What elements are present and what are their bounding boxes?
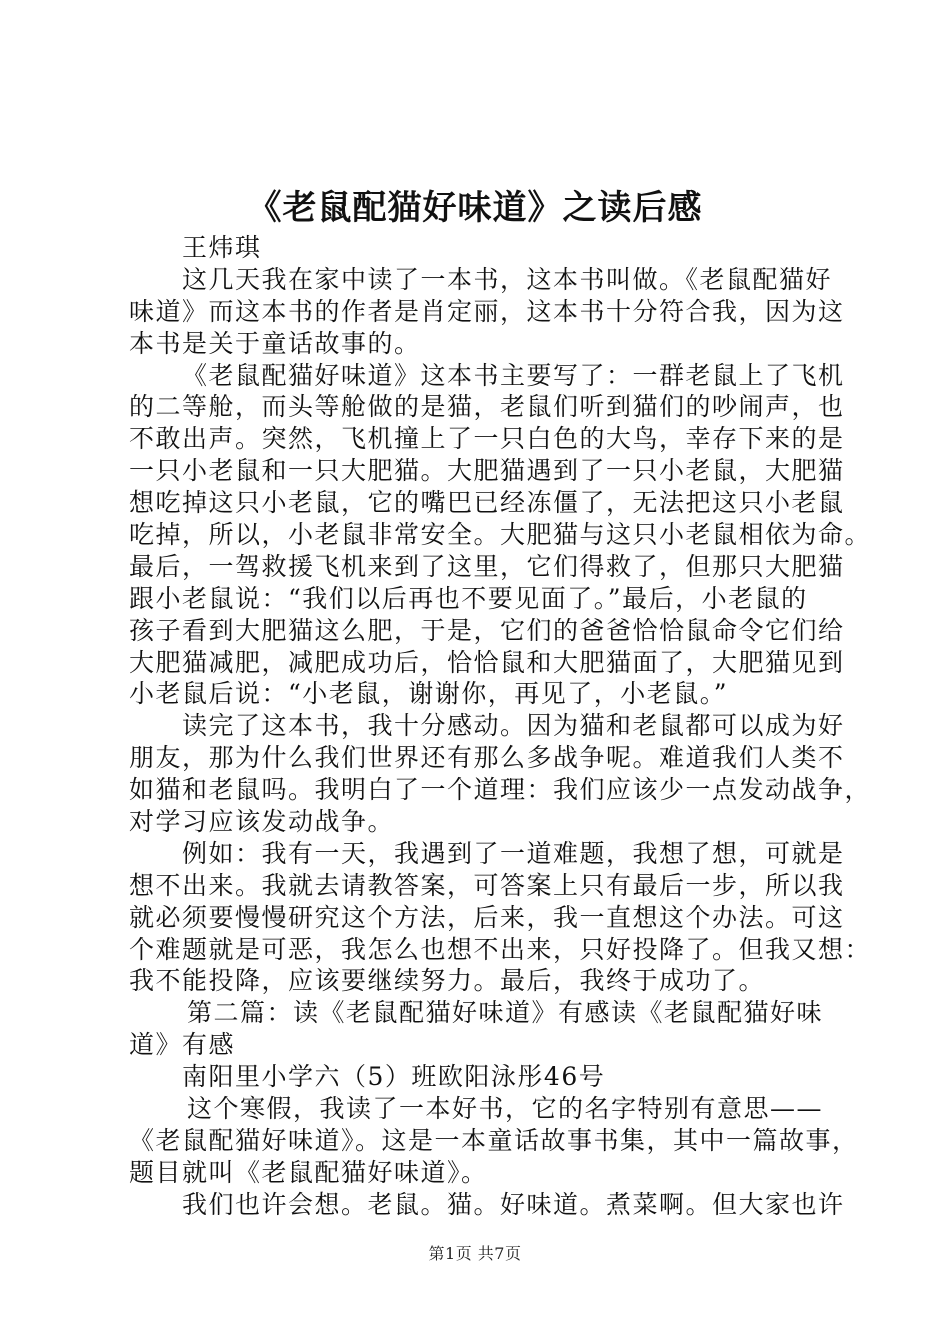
text-line: 想吃掉这只小老鼠，它的嘴巴已经冻僵了，无法把这只小老鼠 [129, 488, 845, 518]
author-line: 南阳里小学六（5）班欧阳泳彤46号 [182, 1062, 606, 1092]
text-line: 这几天我在家中读了一本书，这本书叫做。《老鼠配猫好 [182, 264, 833, 294]
text-line: 我们也许会想。老鼠。猫。好味道。煮菜啊。但大家也许 [182, 1189, 845, 1219]
text-line: 不敢出声。突然，飞机撞上了一只白色的大鸟，幸存下来的是 [129, 424, 845, 454]
text-line: 跟小老鼠说：“我们以后再也不要见面了。”最后，小老鼠的 [129, 583, 808, 613]
text-line: 我不能投降，应该要继续努力。最后，我终于成功了。 [129, 966, 766, 996]
text-line: 本书是关于童话故事的。 [129, 328, 421, 358]
text-line: 味道》而这本书的作者是肖定丽，这本书十分符合我，因为这 [129, 296, 845, 326]
text-line: 题目就叫《老鼠配猫好味道》。 [129, 1157, 488, 1187]
text-line: 这个寒假，我读了一本好书，它的名字特别有意思—— [187, 1094, 824, 1124]
page-footer: 第1页 共7页 [428, 1244, 522, 1263]
text-line: 大肥猫减肥，减肥成功后，恰恰鼠和大肥猫面了，大肥猫见到 [129, 647, 845, 677]
text-line: 《老鼠配猫好味道》。这是一本童话故事书集，其中一篇故事， [129, 1125, 859, 1155]
section-heading-cont: 道》有感 [129, 1030, 236, 1060]
text-line: 朋友，那为什么我们世界还有那么多战争呢。难道我们人类不 [129, 743, 845, 773]
text-line: 一只小老鼠和一只大肥猫。大肥猫遇到了一只小老鼠，大肥猫 [129, 456, 845, 486]
page-title: 《老鼠配猫好味道》之读后感 [247, 188, 703, 228]
text-line: 《老鼠配猫好味道》这本书主要写了：一群老鼠上了飞机 [182, 360, 845, 390]
text-line: 个难题就是可恶，我怎么也想不出来，只好投降了。但我又想： [129, 934, 872, 964]
text-line: 就必须要慢慢研究这个方法，后来，我一直想这个办法。可这 [129, 902, 845, 932]
text-line: 孩子看到大肥猫这么肥，于是，它们的爸爸恰恰鼠命令它们给 [129, 615, 845, 645]
text-line: 读完了这本书，我十分感动。因为猫和老鼠都可以成为好 [182, 711, 845, 741]
text-line: 的二等舱，而头等舱做的是猫，老鼠们听到猫们的吵闹声，也 [129, 392, 845, 422]
section-heading: 第二篇：读《老鼠配猫好味道》有感读《老鼠配猫好味 [187, 998, 824, 1028]
text-line: 吃掉，所以，小老鼠非常安全。大肥猫与这只小老鼠相依为命。 [129, 520, 872, 550]
text-line: 小老鼠后说：“小老鼠，谢谢你，再见了，小老鼠。” [129, 679, 729, 709]
document-body [129, 232, 872, 1221]
text-line: 最后，一驾救援飞机来到了这里，它们得救了，但那只大肥猫 [129, 551, 845, 581]
text-line: 例如：我有一天，我遇到了一道难题，我想了想，可就是 [182, 838, 845, 868]
text-line: 想不出来。我就去请教答案，可答案上只有最后一步，所以我 [129, 870, 845, 900]
text-line: 如猫和老鼠吗。我明白了一个道理：我们应该少一点发动战争， [129, 775, 872, 805]
text-line: 对学习应该发动战争。 [129, 807, 395, 837]
author-line: 王炜琪 [182, 233, 262, 262]
